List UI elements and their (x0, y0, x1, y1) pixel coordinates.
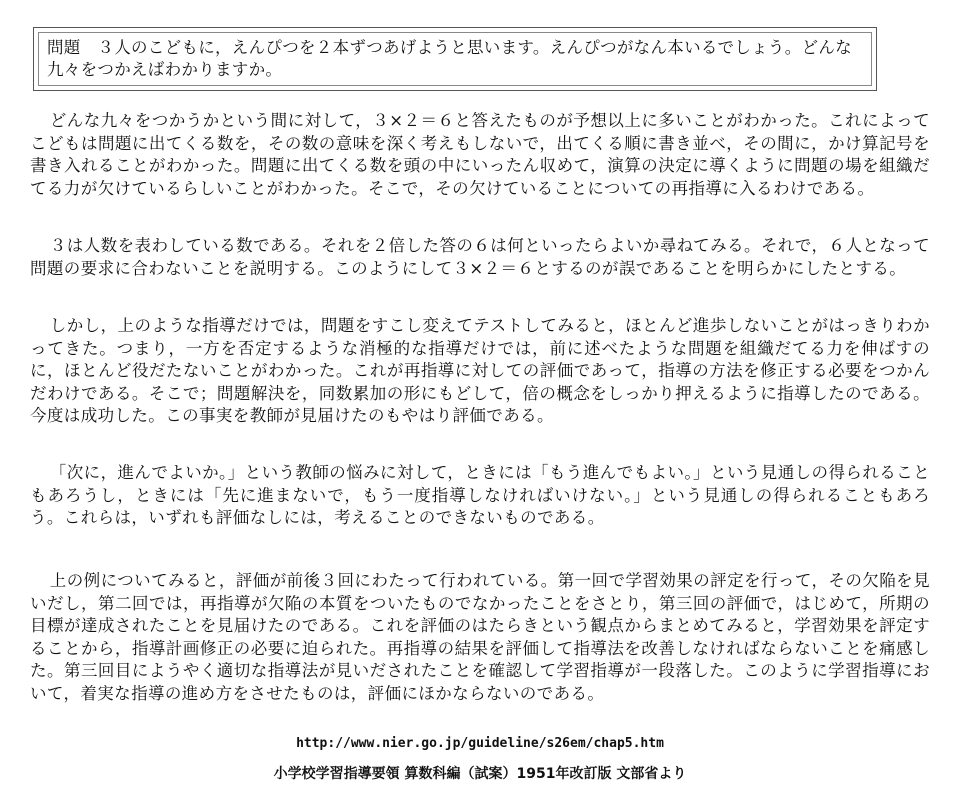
paragraph-1: どんな九々をつかうかという間に対して，３×２＝６と答えたものが予想以上に多いことがわかった。これによってこどもは問題に出てくる数を，その数の意味を深く考えもしないで，出てくる順に書き並べ，その間に，かけ算記号を書き入れることがわかった。問題に出てくる数を頭の中にいったん収めて，演算の決定に導くように問題の場を組織だてる力が欠けているらしいことがわかった。そこで，その欠けていることについての再指導に入るわけである。 (30, 111, 930, 198)
paragraph-4: 「次に，進んでよいか。」という教師の悩みに対して，ときには「もう進んでもよい。」という見通しの得られることもあろうし，ときには「先に進まないで，もう一度指導しなければいけない。」という見通しの得られることもあろう。これらは，いずれも評価なしには，考えることのできないものである。 (30, 463, 930, 527)
source-citation: 小学校学習指導要領 算数科編（試案）1951年改訂版 文部省より (273, 766, 687, 782)
paragraph-2: ３は人数を表わしている数である。それを２倍した答の６は何といったらよいか尋ねてみる。それで，６人となって問題の要求に合わないことを説明する。このようにして３×２＝６とするのが誤であることを明らかにしたとする。 (30, 236, 930, 278)
paragraph-3: しかし，上のような指導だけでは，問題をすこし変えてテストしてみると，ほとんど進歩しないことがはっきりわかってきた。つまり，一方を否定するような消極的な指導だけでは，前に述べたような問題を組織だてる力を伸ばすのに，ほとんど役だたないことがわかった。これが再指導に対しての評価であって，指導の方法を修正する必要をつかんだわけである。そこで；問題解決を，同数累加の形にもどして，倍の概念をしっかり押えるように指導したのである。今度は成功した。この事実を教師が見届けたのもやはり評価である。 (30, 316, 930, 425)
problem-box (33, 27, 877, 91)
source-url-link[interactable]: http://www.nier.go.jp/guideline/s26em/chap5.htm (296, 736, 664, 751)
problem-text: 問題 ３人のこどもに，えんぴつを２本ずつあげようと思います。えんぴつがなん本いるでしょう。どんな九々をつかえばわかりますか。 (38, 32, 872, 86)
paragraph-5: 上の例についてみると，評価が前後３回にわたって行われている。第一回で学習効果の評定を行って，その欠陥を見いだし，第二回では，再指導が欠陥の本質をついたものでなかったことをさとり，第三回の評価で，はじめて，所期の目標が達成されたことを見届けたのである。これを評価のはたらきという観点からまとめてみると，学習効果を評定することから，指導計画修正の必要に迫られた。再指導の結果を評価して指導法を改善しなければならないことを痛感した。第三回目にようやく適切な指導法が見いだされたことを確認して学習指導が一段落した。このように学習指導において，着実な指導の進め方をさせたものは，評価にほかならないのである。 (30, 571, 930, 703)
